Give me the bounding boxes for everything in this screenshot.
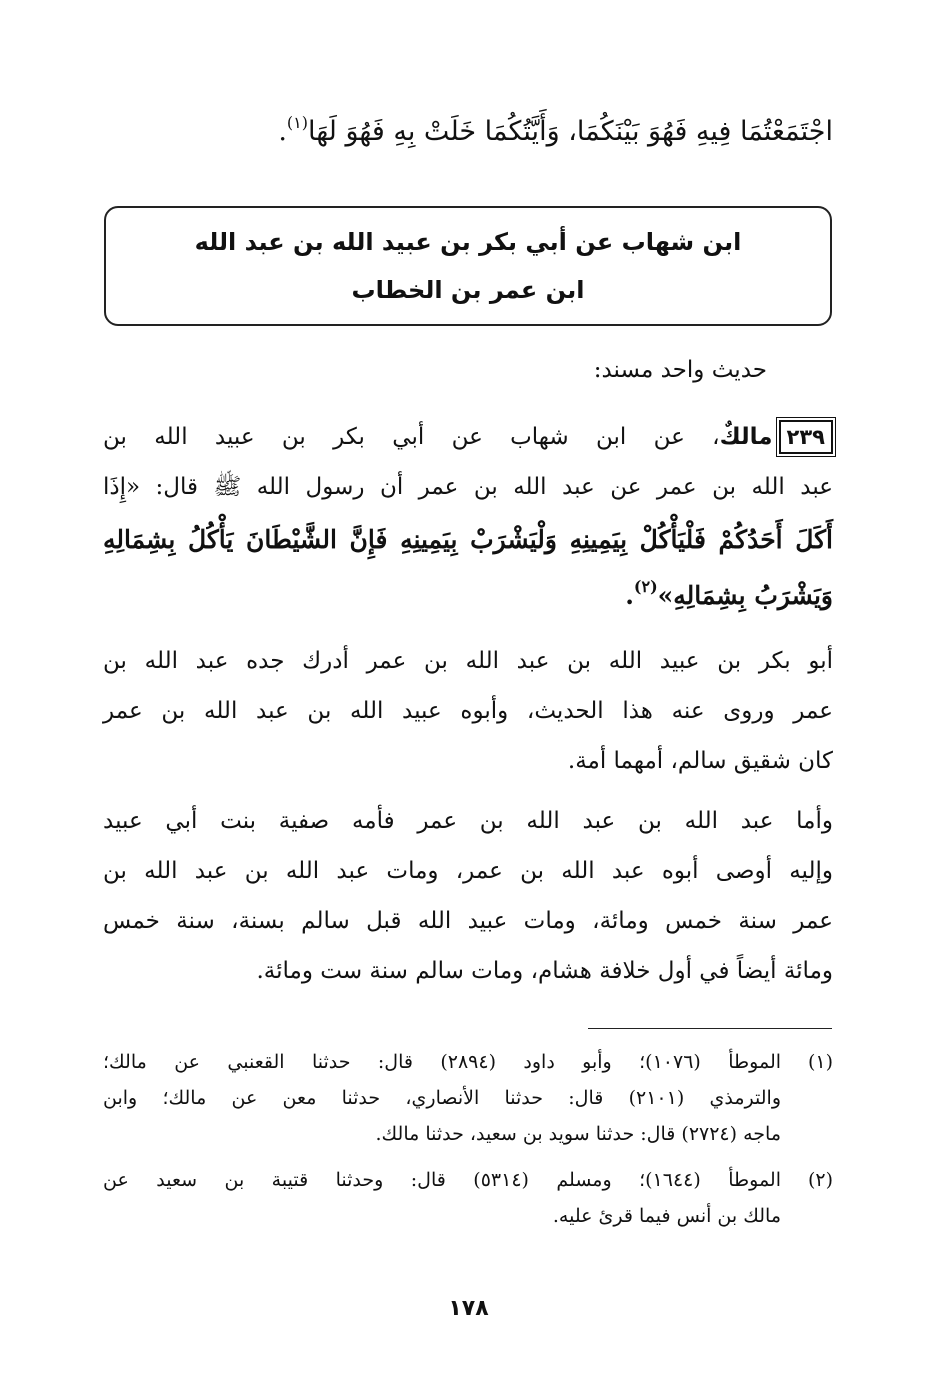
footnote-ref-2[interactable]: (٢) [633, 577, 658, 596]
commentary-paragraph-1 [103, 636, 833, 786]
continuation-end: . [278, 116, 287, 147]
footnote-1 [103, 1044, 833, 1152]
hadith-line-1-text: ، عن ابن شهاب عن أبي بكر بن عبيد الله بن [103, 424, 720, 450]
footnote-2-marker: (٢) [807, 1169, 833, 1191]
footnote-1-line-3: ماجه (٢٧٢٤) قال: حدثنا سويد بن سعيد، حدثنا مالك. [375, 1123, 781, 1145]
footnotes [103, 1044, 833, 1234]
footnote-1-line-2: والترمذي (٢١٠١) قال: حدثنا الأنصاري، حدثنا معن عن مالك؛ وابن [103, 1087, 781, 1109]
hadith-line-2: عبد الله بن عمر عن عبد الله بن عمر أن رسول الله ﷺ قال: «إِذَا [103, 474, 833, 500]
chapter-title-line-1: ابن شهاب عن أبي بكر بن عبيد الله بن عبد الله [194, 228, 742, 256]
footnote-2 [103, 1162, 833, 1234]
hadith-text-line-3: أَكَلَ أَحَدُكُمْ فَلْيَأْكُلْ بِيَمِينِهِ وَلْيَشْرَبْ بِيَمِينِهِ فَإِنَّ الشَّيْطَانَ يَأْكُلُ بِشِمَالِهِ [103, 525, 833, 554]
chapter-heading-box [104, 206, 832, 326]
hadith-text-line-4 [103, 568, 833, 624]
continuation-text: اجْتَمَعْتُمَا فِيهِ فَهُوَ بَيْنَكُمَا، وَأَيَّتُكُمَا خَلَتْ بِهِ فَهُوَ لَهَا [308, 116, 833, 147]
hadith-number-badge: ٢٣٩ [779, 420, 833, 454]
paragraph-2-line-3: عمر سنة خمس ومائة، ومات عبيد الله قبل سالم بسنة، سنة خمس [103, 908, 833, 934]
paragraph-1-line-3: كان شقيق سالم، أمهما أمة. [567, 748, 833, 774]
footnote-divider [588, 1028, 832, 1029]
footnote-2-line-2: مالك بن أنس فيما قرئ عليه. [552, 1205, 781, 1227]
hadith-line-1 [103, 412, 833, 462]
paragraph-2-line-2: وإليه أوصى أبوه عبد الله بن عمر، ومات عبد الله بن عبد الله بن [103, 858, 833, 884]
hadith-narrator: مالكٌ [719, 424, 773, 450]
continuation-line [103, 110, 833, 154]
paragraph-1-line-2: عمر وروى عنه هذا الحديث، وأبوه عبيد الله بن عبد الله بن عمر [103, 698, 833, 724]
paragraph-2-line-4: ومائة أيضاً في أول خلافة هشام، ومات سالم سنة ست ومائة. [256, 958, 833, 984]
hadith-line-4-end: . [625, 581, 634, 610]
paragraph-2-line-1: وأما عبد الله بن عبد الله بن عمر فأمه صفية بنت أبي عبيد [103, 808, 833, 834]
section-subheading: حديث واحد مسند: [593, 357, 767, 383]
page-number: ١٧٨ [448, 1296, 489, 1321]
hadith-entry [103, 412, 833, 624]
hadith-text-line-4-text: وَيَشْرَبُ بِشِمَالِهِ» [657, 581, 833, 610]
footnote-1-line-1: الموطأ (١٠٧٦)؛ وأبو داود (٢٨٩٤) قال: حدثنا القعنبي عن مالك؛ [103, 1051, 782, 1073]
footnote-ref-1[interactable]: (١) [286, 113, 308, 132]
commentary-paragraph-2 [103, 796, 833, 996]
footnote-2-line-1: الموطأ (١٦٤٤)؛ ومسلم (٥٣١٤) قال: وحدثنا قتيبة بن سعيد عن [103, 1169, 781, 1191]
footnote-1-marker: (١) [807, 1051, 833, 1073]
chapter-title-line-2: ابن عمر بن الخطاب [351, 276, 585, 304]
paragraph-1-line-1: أبو بكر بن عبيد الله بن عبد الله بن عمر أدرك جده عبد الله بن [103, 648, 833, 674]
